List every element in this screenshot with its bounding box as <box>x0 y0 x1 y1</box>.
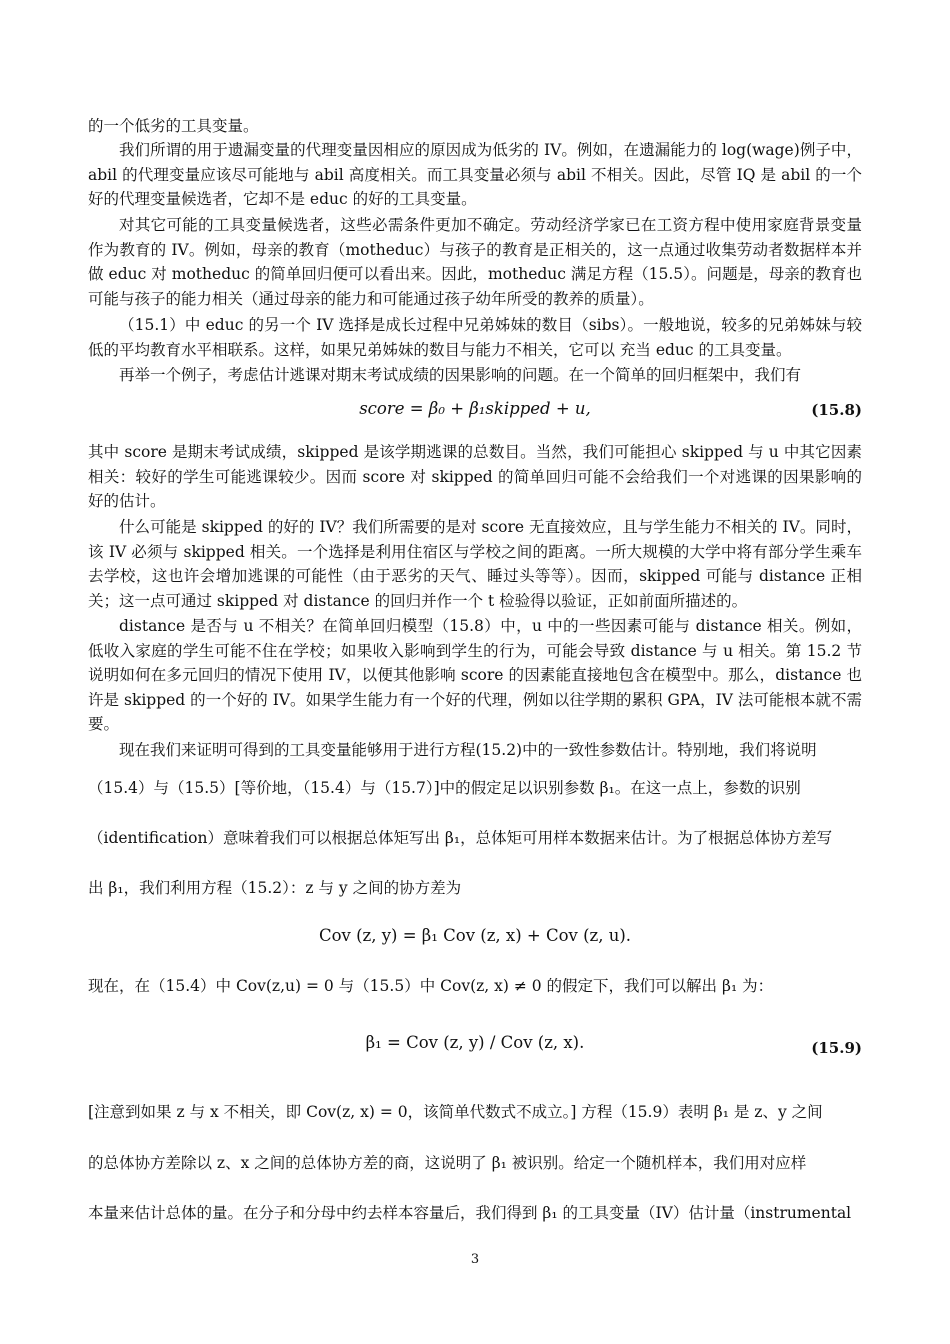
paragraph-5: 其中 score 是期末考试成绩，skipped 是该学期逃课的总数目。当然，我们可能担心 skipped 与 u 中其它因素相关：较好的学生可能逃课较少。因而 score 对 skipped 的简单回归可能不会给我们一个对逃课的因果影响的好的估计。 <box>88 443 862 511</box>
paragraph-9: （15.4）与（15.5）[等价地，（15.4）与（15.7）]中的假定足以识别参数 β₁。在这一点上，参数的识别 <box>88 779 801 797</box>
paragraph-6: 什么可能是 skipped 的好的 IV？我们所需要的是对 score 无直接效应，且与学生能力不相关的 IV。同时，该 IV 必须与 skipped 相关。一个选择是利用住宿区与学校之间的距离。一所大规模的大学中将有部分学生乘车去学校，这也许会增加逃课的可能性（由于恶劣的天气、睡过头等等）。因而，skipped 可能与 distance 正相关；这一点可通过 skipped 对 distance 的回归并作一个 t 检验得以验证，正如前面所描述的。 <box>88 518 862 610</box>
equation-15-9: β₁ = Cov (z, y) / Cov (z, x). <box>365 1033 585 1052</box>
paragraph-15: 本量来估计总体的量。在分子和分母中约去样本容量后，我们得到 β₁ 的工具变量（IV）估计量（instrumental <box>88 1204 852 1222</box>
paragraph-12: 现在，在（15.4）中 Cov(z,u) = 0 与（15.5）中 Cov(z, x) ≠ 0 的假定下，我们可以解出 β₁ 为： <box>88 977 774 995</box>
paragraph-14: 的总体协方差除以 z、x 之间的总体协方差的商，这说明了 β₁ 被识别。给定一个随机样本，我们用对应样 <box>88 1154 807 1172</box>
paragraph-8: 现在我们来证明可得到的工具变量能够用于进行方程(15.2)中的一致性参数估计。特别地，我们将说明 <box>119 741 817 759</box>
equation-covariance: Cov (z, y) = β₁ Cov (z, x) + Cov (z, u). <box>318 926 632 945</box>
paragraph-4: 再举一个例子，考虑估计逃课对期末考试成绩的因果影响的问题。在一个简单的回归框架中，我们有 <box>119 366 802 384</box>
equation-number-15-8: (15.8) <box>811 401 862 419</box>
paragraph-13: [注意到如果 z 与 x 不相关，即 Cov(z, x) = 0，该简单代数式不成立。] 方程（15.9）表明 β₁ 是 z、y 之间 <box>88 1103 823 1121</box>
paragraph-11: 出 β₁，我们利用方程（15.2）：z 与 y 之间的协方差为 <box>88 879 462 897</box>
paragraph-3: （15.1）中 educ 的另一个 IV 选择是成长过程中兄弟姊妹的数目（sibs）。一般地说，较多的兄弟姊妹与较低的平均教育水平相联系。这样，如果兄弟姊妹的数目与能力不相关，它可以 充当 educ 的工具变量。 <box>88 316 862 359</box>
paragraph-2: 对其它可能的工具变量候选者，这些必需条件更加不确定。劳动经济学家已在工资方程中使用家庭背景变量作为教育的 IV。例如，母亲的教育（motheduc）与孩子的教育是正相关的，这一点通过收集劳动者数据样本并做 educ 对 motheduc 的简单回归便可以看出来。因此，motheduc 满足方程（15.5）。问题是，母亲的教育也可能与孩子的能力相关（通过母亲的能力和可能通过孩子幼年所受的教养的质量）。 <box>88 216 862 308</box>
paragraph-1: 我们所谓的用于遗漏变量的代理变量因相应的原因成为低劣的 IV。例如，在遗漏能力的 log(wage)例子中，abil 的代理变量应该尽可能地与 abil 高度相关。而工具变量必须与 abil 不相关。因此，尽管 IQ 是 abil 的一个好的代理变量候选者，它却不是 educ 的好的工具变量。 <box>88 141 862 209</box>
paragraph-10: （identification）意味着我们可以根据总体矩写出 β₁，总体矩可用样本数据来估计。为了根据总体协方差写 <box>88 829 833 847</box>
paragraph-0: 的一个低劣的工具变量。 <box>88 117 259 135</box>
equation-number-15-9: (15.9) <box>811 1039 862 1057</box>
paragraph-7: distance 是否与 u 不相关？在简单回归模型（15.8）中，u 中的一些因素可能与 distance 相关。例如，低收入家庭的学生可能不住在学校；如果收入影响到学生的行为，可能会导致 distance 与 u 相关。第 15.2 节说明如何在多元回归的情况下使用 IV，以便其他影响 score 的因素能直接地包含在模型中。那么，distance 也许是 skipped 的一个好的 IV。如果学生能力有一个好的代理，例如以往学期的累积 GPA，IV 法可能根本就不需要。 <box>88 617 862 734</box>
equation-15-8: score = β₀ + β₁skipped + u, <box>359 399 591 418</box>
page-number: 3 <box>470 1252 480 1267</box>
